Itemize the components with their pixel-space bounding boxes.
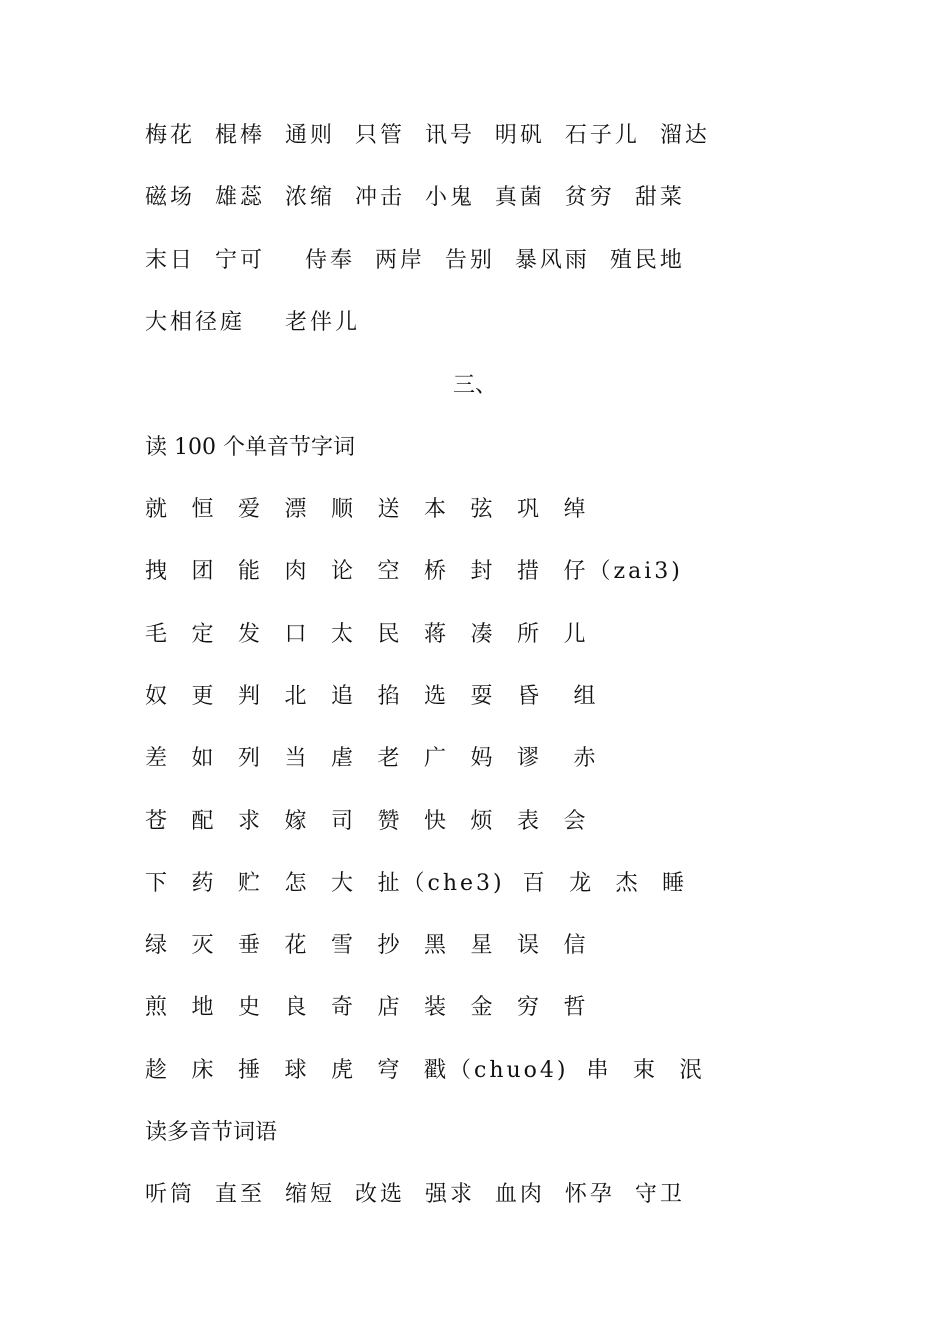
character: 怎 [284, 871, 307, 896]
character: 组 [573, 684, 596, 709]
character: 烦 [470, 809, 493, 834]
character: 杰 [615, 871, 638, 896]
character: 差 [145, 746, 168, 771]
character: 扯（che3) [377, 871, 505, 896]
character: 雪 [331, 933, 354, 958]
character: 穷 [517, 995, 540, 1020]
character: 肉 [284, 559, 307, 584]
word-row-5: 听筒 直至 缩短 改选 强求 血肉 怀孕 守卫 [145, 1182, 685, 1207]
character: 司 [331, 809, 354, 834]
single-syllable-title: 读 100 个单音节字词 [145, 435, 355, 460]
character: 误 [517, 933, 540, 958]
single-syllable-row [145, 1057, 726, 1085]
single-syllable-row [145, 745, 620, 773]
character: 快 [424, 809, 447, 834]
word-row-2: 磁场 雄蕊 浓缩 冲击 小鬼 真菌 贫穷 甜菜 [145, 185, 685, 210]
character: 信 [563, 933, 586, 958]
character: 桥 [424, 559, 447, 584]
character: 龙 [569, 871, 592, 896]
character: 选 [424, 684, 447, 709]
character: 拽 [145, 559, 168, 584]
character: 弦 [470, 497, 493, 522]
character: 下 [145, 871, 168, 896]
character: 耍 [470, 684, 493, 709]
character: 空 [377, 559, 400, 584]
character: 赞 [377, 809, 400, 834]
character: 列 [238, 746, 261, 771]
character: 抄 [377, 933, 400, 958]
character: 花 [284, 933, 307, 958]
character: 妈 [470, 746, 493, 771]
character: 昏 [517, 684, 540, 709]
single-syllable-row [145, 558, 701, 586]
character: 奴 [145, 684, 168, 709]
character: 漂 [284, 497, 307, 522]
character: 垂 [238, 933, 261, 958]
character: 店 [377, 995, 400, 1020]
character: 毛 [145, 622, 168, 647]
character: 大 [331, 871, 354, 896]
character: 恒 [191, 497, 214, 522]
character: 串 [586, 1058, 609, 1083]
character: 药 [191, 871, 214, 896]
single-syllable-row [145, 496, 610, 524]
character: 仔（zai3) [563, 559, 683, 584]
character: 掐 [377, 684, 400, 709]
character: 民 [377, 622, 400, 647]
single-syllable-row [145, 870, 709, 898]
character: 蒋 [424, 622, 447, 647]
character: 能 [238, 559, 261, 584]
character: 就 [145, 497, 168, 522]
character: 哲 [563, 995, 586, 1020]
character: 泯 [679, 1058, 702, 1083]
character: 如 [191, 746, 214, 771]
section-heading: 三、 [453, 373, 498, 398]
single-syllable-row [145, 621, 610, 649]
single-syllable-row [145, 808, 610, 836]
character: 装 [424, 995, 447, 1020]
character: 会 [563, 809, 586, 834]
character: 球 [284, 1058, 307, 1083]
character: 口 [284, 622, 307, 647]
character: 追 [331, 684, 354, 709]
character: 虐 [331, 746, 354, 771]
single-syllable-row [145, 932, 610, 960]
character: 广 [424, 746, 447, 771]
character: 史 [238, 995, 261, 1020]
character: 所 [517, 622, 540, 647]
word-row-3: 末日 宁可 侍奉 两岸 告别 暴风雨 殖民地 [145, 248, 685, 273]
character: 绿 [145, 933, 168, 958]
character: 灭 [191, 933, 214, 958]
character: 黑 [424, 933, 447, 958]
character: 太 [331, 622, 354, 647]
multi-syllable-title: 读多音节词语 [145, 1120, 278, 1145]
single-syllable-row [145, 683, 620, 711]
character: 虎 [331, 1058, 354, 1083]
character: 团 [191, 559, 214, 584]
character: 爱 [238, 497, 261, 522]
character: 煎 [145, 995, 168, 1020]
character: 当 [284, 746, 307, 771]
character: 戳（chuo4) [424, 1058, 569, 1083]
word-row-4: 大相径庭 老伴儿 [145, 310, 360, 335]
character: 穹 [377, 1058, 400, 1083]
character: 谬 [517, 746, 540, 771]
character: 判 [238, 684, 261, 709]
character: 贮 [238, 871, 261, 896]
character: 北 [284, 684, 307, 709]
character: 地 [191, 995, 214, 1020]
character: 捶 [238, 1058, 261, 1083]
character: 床 [191, 1058, 214, 1083]
single-syllable-row [145, 994, 610, 1022]
character: 赤 [573, 746, 596, 771]
character: 良 [284, 995, 307, 1020]
character: 束 [633, 1058, 656, 1083]
character: 金 [470, 995, 493, 1020]
character: 求 [238, 809, 261, 834]
character: 奇 [331, 995, 354, 1020]
character: 趁 [145, 1058, 168, 1083]
character: 凑 [470, 622, 493, 647]
character: 老 [377, 746, 400, 771]
character: 配 [191, 809, 214, 834]
character: 绰 [563, 497, 586, 522]
character: 发 [238, 622, 261, 647]
character: 本 [424, 497, 447, 522]
character: 巩 [517, 497, 540, 522]
character: 封 [470, 559, 493, 584]
character: 顺 [331, 497, 354, 522]
character: 睡 [662, 871, 685, 896]
character: 星 [470, 933, 493, 958]
character: 嫁 [284, 809, 307, 834]
character: 定 [191, 622, 214, 647]
character: 更 [191, 684, 214, 709]
character: 论 [331, 559, 354, 584]
character: 送 [377, 497, 400, 522]
character: 儿 [563, 622, 586, 647]
character: 措 [517, 559, 540, 584]
word-row-1: 梅花 棍棒 通则 只管 讯号 明矾 石子儿 溜达 [145, 123, 710, 148]
character: 百 [522, 871, 545, 896]
character: 表 [517, 809, 540, 834]
character: 苍 [145, 809, 168, 834]
